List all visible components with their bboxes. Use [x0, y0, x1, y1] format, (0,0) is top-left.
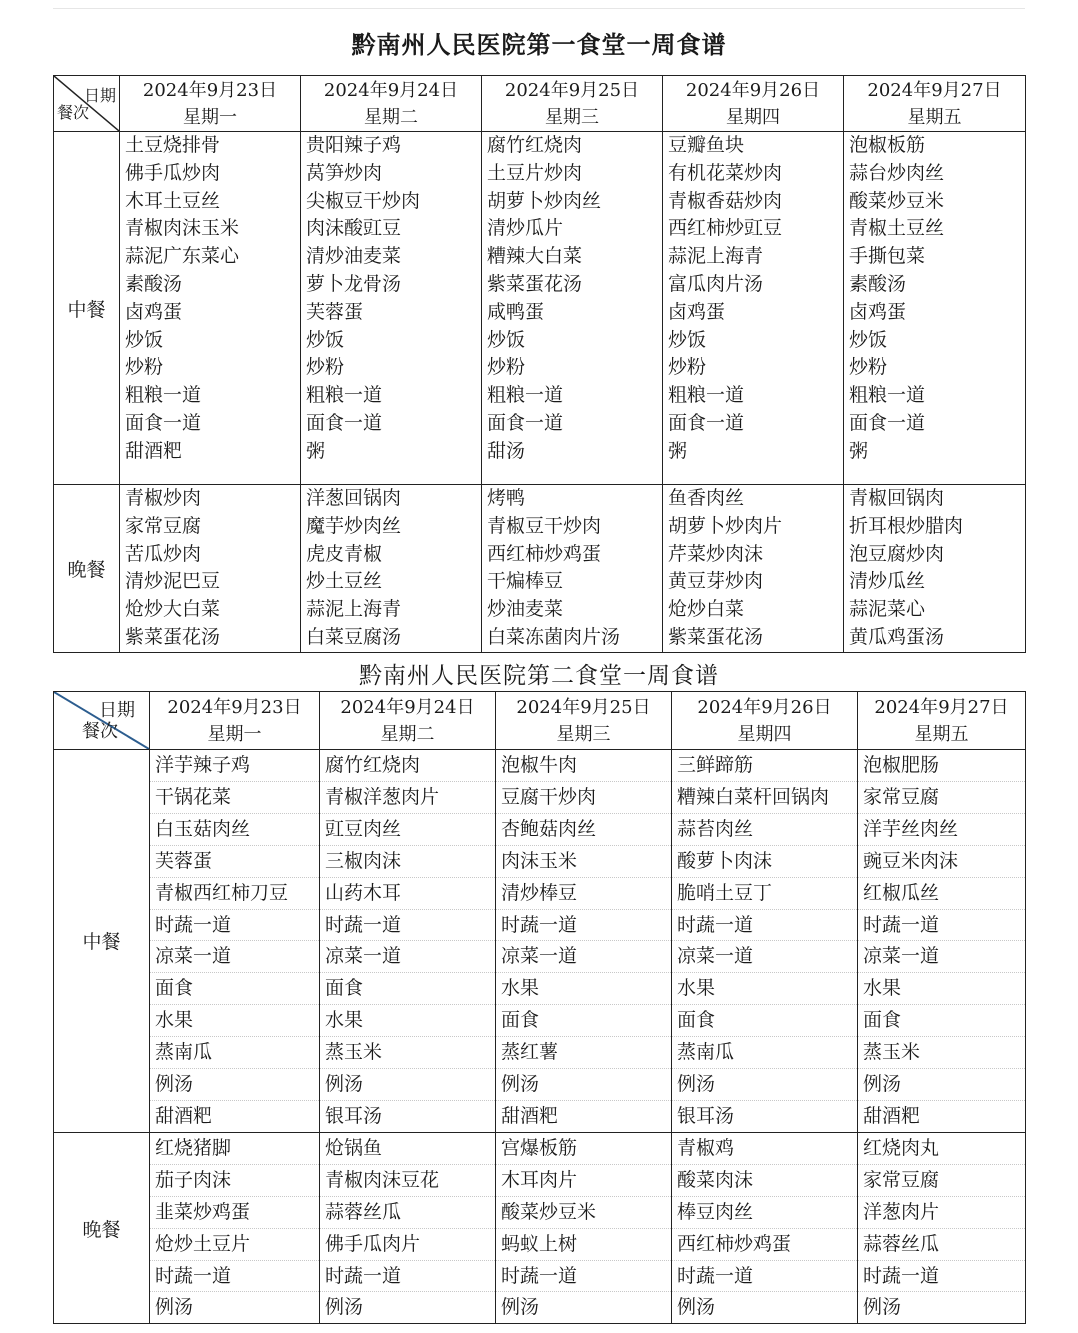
dish-item: 蒜蓉丝瓜	[858, 1229, 1025, 1261]
dish-list	[301, 132, 482, 485]
dish-item: 甜汤	[487, 439, 526, 462]
dish-item: 土豆片炒肉	[487, 161, 583, 184]
dish-item: 凉菜一道	[320, 941, 495, 973]
dish-item: 青椒回锅肉	[849, 487, 945, 509]
dish-item: 甜酒粑	[863, 1104, 921, 1127]
dish-item: 西红柿炒鸡蛋	[672, 1229, 857, 1261]
corner-meal-label: 餐次	[57, 103, 90, 122]
dish-item: 干煸棒豆	[487, 570, 564, 593]
dish-item: 时蔬一道	[320, 910, 495, 942]
dish-item: 炒粉	[668, 356, 707, 379]
dish-item: 土豆烧排骨	[125, 134, 221, 156]
dish-item: 水果	[672, 973, 857, 1005]
day-weekday: 星期五	[914, 723, 969, 745]
dish-item: 凉菜一道	[496, 941, 671, 973]
dish-item: 蒜泥上海青	[668, 245, 764, 268]
dish-item: 时蔬一道	[496, 910, 671, 942]
dish-item: 时蔬一道	[858, 910, 1025, 942]
dish-item: 炒土豆丝	[306, 570, 383, 593]
dish-item: 宫爆板筋	[496, 1133, 671, 1165]
dish-item: 青椒肉沫豆花	[320, 1165, 495, 1197]
dish-item: 腐竹红烧肉	[487, 134, 583, 156]
day-date: 2024年9月25日	[516, 696, 651, 718]
dish-item: 三鲜蹄筋	[672, 750, 857, 782]
dish-item: 蒜苔肉丝	[672, 814, 857, 846]
dish-item: 脆哨土豆丁	[672, 878, 857, 910]
dish-item: 甜酒粑	[125, 439, 183, 462]
dish-item: 炒粉	[125, 356, 164, 379]
dish-item: 面食	[320, 973, 495, 1005]
dish-item: 木耳肉片	[496, 1165, 671, 1197]
dish-list	[150, 750, 320, 1133]
dish-list	[858, 750, 1026, 1133]
dish-item: 面食	[150, 973, 319, 1005]
dish-item: 山药木耳	[320, 878, 495, 910]
dish-list	[120, 132, 301, 485]
dish-item: 泡椒肥肠	[858, 750, 1025, 782]
dish-item: 时蔬一道	[672, 910, 857, 942]
dish-item: 凉菜一道	[672, 941, 857, 973]
dish-item: 紫菜蛋花汤	[487, 272, 583, 295]
dish-item: 水果	[858, 973, 1025, 1005]
dish-item: 红烧猪脚	[150, 1133, 319, 1165]
dish-item: 芙蓉蛋	[150, 846, 319, 878]
dish-item: 黄瓜鸡蛋汤	[849, 625, 945, 648]
dish-item: 炒粉	[306, 356, 345, 379]
dish-item: 粗粮一道	[668, 384, 745, 407]
day-date: 2024年9月24日	[340, 696, 475, 718]
day-weekday: 星期四	[726, 106, 780, 128]
dish-item: 炝锅鱼	[320, 1133, 495, 1165]
day-header	[120, 76, 301, 132]
dish-item: 粗粮一道	[849, 384, 926, 407]
corner-date-label: 日期	[99, 700, 135, 721]
dish-item: 例汤	[863, 1296, 902, 1319]
dish-item: 时蔬一道	[496, 1261, 671, 1293]
canteen1-title: 黔南州人民医院第一食堂一周食谱	[53, 8, 1025, 75]
dish-item: 烤鸭	[487, 487, 526, 509]
dish-item: 芙蓉蛋	[306, 300, 364, 323]
dish-item: 粥	[306, 439, 326, 462]
canteen1-table	[53, 75, 1026, 653]
dish-item: 青椒肉沫玉米	[125, 217, 240, 240]
dish-item: 蚂蚁上树	[496, 1229, 671, 1261]
dish-item: 佛手瓜肉片	[320, 1229, 495, 1261]
dish-item: 泡椒板筋	[849, 134, 926, 156]
dish-item: 青椒鸡	[672, 1133, 857, 1165]
dish-item: 豌豆米肉沫	[858, 846, 1025, 878]
dish-item: 蒸玉米	[320, 1037, 495, 1069]
dish-item: 时蔬一道	[858, 1261, 1025, 1293]
dish-item: 萝卜龙骨汤	[306, 272, 402, 295]
dish-list	[320, 750, 496, 1133]
day-header	[301, 76, 482, 132]
dish-item: 例汤	[501, 1296, 540, 1319]
dish-item: 时蔬一道	[320, 1261, 495, 1293]
dish-item: 豆腐干炒肉	[496, 782, 671, 814]
day-date: 2024年9月26日	[697, 696, 832, 718]
day-header	[663, 76, 844, 132]
dish-item: 例汤	[155, 1296, 194, 1319]
dish-item: 水果	[496, 973, 671, 1005]
dish-item: 黄豆芽炒肉	[668, 570, 764, 593]
dish-item: 卤鸡蛋	[849, 300, 907, 323]
dish-item: 时蔬一道	[150, 910, 319, 942]
dish-item: 时蔬一道	[150, 1261, 319, 1293]
dish-item: 胡萝卜炒肉丝	[487, 189, 602, 212]
dish-item: 杏鲍菇肉丝	[496, 814, 671, 846]
dish-item: 银耳汤	[325, 1104, 383, 1127]
canteen2-header-row	[54, 692, 1026, 750]
dish-item: 芹菜炒肉沫	[668, 542, 764, 565]
dish-item: 家常豆腐	[125, 514, 202, 537]
dish-item: 银耳汤	[677, 1104, 735, 1127]
dish-item: 尖椒豆干炒肉	[306, 189, 421, 212]
dish-item: 炒饭	[306, 328, 345, 351]
lunch-label: 中餐	[54, 750, 150, 1133]
dish-item: 肉沫酸豇豆	[306, 217, 402, 240]
dish-item: 洋芋辣子鸡	[150, 750, 319, 782]
dish-list	[663, 485, 844, 653]
day-date: 2024年9月27日	[867, 79, 1002, 101]
canteen2-dinner-row	[54, 1132, 1026, 1323]
dish-item: 例汤	[858, 1069, 1025, 1101]
dish-item: 清炒瓜丝	[849, 570, 926, 593]
dish-item: 佛手瓜炒肉	[125, 161, 221, 184]
dish-item: 虎皮青椒	[306, 542, 383, 565]
dish-item: 蒸红薯	[496, 1037, 671, 1069]
dish-item: 例汤	[325, 1296, 364, 1319]
dish-item: 鱼香肉丝	[668, 487, 745, 509]
dish-item: 酸菜炒豆米	[496, 1197, 671, 1229]
dish-item: 甜酒粑	[501, 1104, 559, 1127]
dish-item: 青椒香菇炒肉	[668, 189, 783, 212]
day-header	[150, 692, 320, 750]
dish-item: 炒粉	[849, 356, 888, 379]
dish-item: 木耳土豆丝	[125, 189, 221, 212]
dinner-label: 晚餐	[54, 1132, 150, 1323]
dish-item: 糟辣大白菜	[487, 245, 583, 268]
dish-item: 胡萝卜炒肉片	[668, 514, 783, 537]
dish-item: 面食	[496, 1005, 671, 1037]
day-weekday: 星期二	[364, 106, 418, 128]
dish-item: 家常豆腐	[858, 782, 1025, 814]
dish-item: 蒸南瓜	[150, 1037, 319, 1069]
dish-item: 粥	[668, 439, 688, 462]
day-weekday: 星期五	[907, 106, 962, 128]
dish-list	[672, 750, 858, 1133]
dish-item: 清炒油麦菜	[306, 245, 402, 268]
dish-list	[858, 1132, 1026, 1323]
dish-item: 韭菜炒鸡蛋	[150, 1197, 319, 1229]
dish-item: 面食一道	[668, 411, 745, 434]
dish-item: 青椒豆干炒肉	[487, 514, 602, 537]
day-weekday: 星期四	[737, 723, 792, 745]
day-weekday: 星期三	[545, 106, 599, 128]
dish-item: 青椒洋葱肉片	[320, 782, 495, 814]
dish-item: 棒豆肉丝	[672, 1197, 857, 1229]
dish-item: 干锅花菜	[150, 782, 319, 814]
dish-item: 洋葱回锅肉	[306, 487, 402, 509]
day-date: 2024年9月23日	[167, 696, 302, 718]
canteen1-corner-cell	[54, 76, 120, 132]
dish-item: 折耳根炒腊肉	[849, 514, 964, 537]
dish-item: 酸萝卜肉沫	[672, 846, 857, 878]
dish-item: 蒸玉米	[858, 1037, 1025, 1069]
dish-item: 面食一道	[487, 411, 564, 434]
dish-list	[496, 750, 672, 1133]
dish-item: 例汤	[320, 1069, 495, 1101]
dish-item: 例汤	[677, 1296, 716, 1319]
dish-item: 青椒土豆丝	[849, 217, 945, 240]
dish-item: 三椒肉沫	[320, 846, 495, 878]
dish-item: 粗粮一道	[306, 384, 383, 407]
dish-item: 炒饭	[125, 328, 164, 351]
dish-item: 粗粮一道	[487, 384, 564, 407]
dish-item: 时蔬一道	[672, 1261, 857, 1293]
canteen2-menu	[53, 655, 1025, 1324]
dish-item: 面食	[672, 1005, 857, 1037]
canteen2-table	[53, 691, 1026, 1324]
dish-item: 苦瓜炒肉	[125, 542, 202, 565]
day-header	[320, 692, 496, 750]
dish-item: 酸菜炒豆米	[849, 189, 945, 212]
dish-item: 蒸南瓜	[672, 1037, 857, 1069]
dish-item: 清炒瓜片	[487, 217, 564, 240]
dish-item: 例汤	[672, 1069, 857, 1101]
dish-item: 卤鸡蛋	[125, 300, 183, 323]
dish-item: 蒜泥上海青	[306, 598, 402, 621]
dish-item: 水果	[150, 1005, 319, 1037]
dish-list	[482, 485, 663, 653]
dish-item: 粗粮一道	[125, 384, 202, 407]
dish-item: 洋芋丝肉丝	[858, 814, 1025, 846]
dish-item: 紫菜蛋花汤	[668, 625, 764, 648]
dish-item: 贵阳辣子鸡	[306, 134, 402, 156]
dish-item: 有机花菜炒肉	[668, 161, 783, 184]
dish-item: 茄子肉沫	[150, 1165, 319, 1197]
dish-item: 手撕包菜	[849, 245, 926, 268]
dish-item: 面食	[858, 1005, 1025, 1037]
day-header	[496, 692, 672, 750]
day-date: 2024年9月25日	[504, 79, 640, 101]
dish-item: 豇豆肉丝	[320, 814, 495, 846]
dish-item: 家常豆腐	[858, 1165, 1025, 1197]
dish-item: 魔芋炒肉丝	[306, 514, 402, 537]
dish-list	[672, 1132, 858, 1323]
dish-item: 粥	[849, 439, 869, 462]
canteen1-dinner-row	[54, 485, 1026, 653]
dish-item: 清炒棒豆	[496, 878, 671, 910]
dish-item: 素酸汤	[849, 272, 907, 295]
canteen1-lunch-row	[54, 132, 1026, 485]
dish-item: 紫菜蛋花汤	[125, 625, 221, 648]
dish-item: 例汤	[496, 1069, 671, 1101]
dish-item: 酸菜肉沫	[672, 1165, 857, 1197]
day-weekday: 星期一	[207, 723, 262, 745]
dish-list	[844, 132, 1026, 485]
dish-item: 炝炒白菜	[668, 598, 745, 621]
dish-item: 泡豆腐炒肉	[849, 542, 945, 565]
day-date: 2024年9月24日	[323, 79, 459, 101]
dish-item: 面食一道	[125, 411, 202, 434]
dish-item: 面食一道	[306, 411, 383, 434]
canteen1-header-row	[54, 76, 1026, 132]
dish-item: 红椒瓜丝	[858, 878, 1025, 910]
dish-list	[844, 485, 1026, 653]
day-header	[844, 76, 1026, 132]
dinner-label: 晚餐	[54, 485, 120, 653]
dish-item: 清炒泥巴豆	[125, 570, 221, 593]
dish-item: 蒜泥菜心	[849, 598, 926, 621]
day-header	[858, 692, 1026, 750]
dish-item: 炒粉	[487, 356, 526, 379]
dish-item: 豆瓣鱼块	[668, 134, 745, 156]
dish-item: 炒饭	[487, 328, 526, 351]
dish-item: 水果	[320, 1005, 495, 1037]
day-weekday: 星期三	[556, 723, 611, 745]
dish-item: 青椒炒肉	[125, 487, 202, 509]
dish-item: 糟辣白菜杆回锅肉	[672, 782, 857, 814]
dish-item: 例汤	[150, 1069, 319, 1101]
dish-item: 蒜台炒肉丝	[849, 161, 945, 184]
dish-item: 青椒西红柿刀豆	[150, 878, 319, 910]
dish-item: 炒饭	[668, 328, 707, 351]
corner-date-label: 日期	[83, 86, 116, 105]
canteen2-title: 黔南州人民医院第二食堂一周食谱	[359, 662, 719, 689]
dish-item: 素酸汤	[125, 272, 183, 295]
lunch-label: 中餐	[54, 132, 120, 485]
dish-item: 泡椒牛肉	[496, 750, 671, 782]
canteen1-menu	[53, 8, 1025, 653]
dish-item: 蒜泥广东菜心	[125, 245, 240, 268]
dish-item: 腐竹红烧肉	[320, 750, 495, 782]
dish-item: 炝炒大白菜	[125, 598, 221, 621]
dish-list	[301, 485, 482, 653]
dish-item: 蒜蓉丝瓜	[320, 1197, 495, 1229]
dish-list	[482, 132, 663, 485]
day-date: 2024年9月23日	[142, 79, 278, 101]
dish-item: 凉菜一道	[150, 941, 319, 973]
dish-item: 炒饭	[849, 328, 888, 351]
dish-list	[496, 1132, 672, 1323]
canteen2-lunch-row	[54, 750, 1026, 1133]
dish-item: 炒油麦菜	[487, 598, 564, 621]
dish-item: 甜酒粑	[155, 1104, 213, 1127]
day-date: 2024年9月27日	[874, 696, 1009, 718]
dish-item: 西红柿炒鸡蛋	[487, 542, 602, 565]
dish-item: 卤鸡蛋	[668, 300, 726, 323]
dish-item: 咸鸭蛋	[487, 300, 545, 323]
dish-item: 白菜豆腐汤	[306, 625, 402, 648]
dish-item: 肉沫玉米	[496, 846, 671, 878]
dish-item: 莴笋炒肉	[306, 161, 383, 184]
dish-item: 红烧肉丸	[858, 1133, 1025, 1165]
dish-item: 西红柿炒豇豆	[668, 217, 783, 240]
dish-item: 炝炒土豆片	[150, 1229, 319, 1261]
dish-item: 洋葱肉片	[858, 1197, 1025, 1229]
dish-item: 白玉菇肉丝	[150, 814, 319, 846]
dish-list	[150, 1132, 320, 1323]
day-header	[482, 76, 663, 132]
dish-item: 富瓜肉片汤	[668, 272, 764, 295]
dish-list	[663, 132, 844, 485]
dish-list	[320, 1132, 496, 1323]
dish-item: 面食一道	[849, 411, 926, 434]
canteen2-corner-cell	[54, 692, 150, 750]
dish-list	[120, 485, 301, 653]
dish-item: 白菜冻菌肉片汤	[487, 625, 621, 648]
day-weekday: 星期一	[183, 106, 237, 128]
corner-meal-label: 餐次	[82, 721, 118, 742]
day-header	[672, 692, 858, 750]
day-weekday: 星期二	[380, 723, 435, 745]
day-date: 2024年9月26日	[685, 79, 821, 101]
dish-item: 凉菜一道	[858, 941, 1025, 973]
